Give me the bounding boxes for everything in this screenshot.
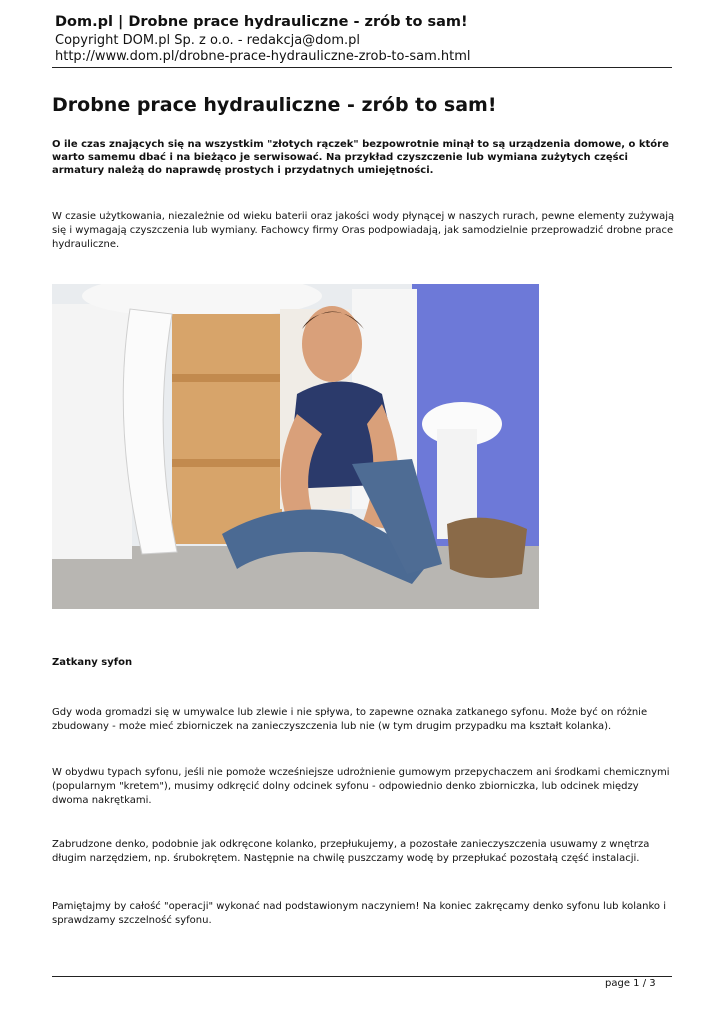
page-number: page 1 / 3 bbox=[605, 978, 656, 989]
article-intro: W czasie użytkowania, niezależnie od wieku baterii oraz jakości wody płynącej w naszych rurach, pewne elementy zużywają się i wymagają czyszczenia lub wymiany. Fachowcy firmy Oras podpowiadają, jak samodzielnie przeprowadzić drobne prace hydrauliczne. bbox=[52, 211, 675, 250]
paragraph-3: Zabrudzone denko, podobnie jak odkręcone kolanko, przepłukujemy, a pozostałe zanieczyszczenia usuwamy z wnętrza długim narzędziem, np. śrubokrętem. Następnie na chwilę puszczamy wodę by przepłukać pozostałą część instalacji. bbox=[52, 839, 650, 864]
header-copyright: Copyright DOM.pl Sp. z o.o. - redakcja@dom.pl bbox=[55, 33, 361, 48]
article-lead: O ile czas znających się na wszystkim "złotych rączek" bezpowrotnie minął to są urządzenia domowe, o które warto samemu dbać i na bieżąco je serwisować. Na przykład czyszczenie lub wymiana zużytych części armatury należą do naprawdę prostych i przydatnych umiejętności. bbox=[52, 139, 669, 176]
article-photo bbox=[52, 284, 539, 609]
header-url[interactable]: http://www.dom.pl/drobne-prace-hydrauliczne-zrob-to-sam.html bbox=[55, 49, 471, 64]
header-title: Dom.pl | Drobne prace hydrauliczne - zrób to sam! bbox=[55, 14, 468, 30]
paragraph-2: W obydwu typach syfonu, jeśli nie pomoże wcześniejsze udrożnienie gumowym przepychaczem ani środkami chemicznymi (popularnym "kretem"), musimy odkręcić dolny odcinek syfonu - odpowiednio denko zbiorniczka, lub odcinek między dwoma nakrętkami. bbox=[52, 767, 670, 806]
footer-divider bbox=[52, 976, 672, 977]
article-title: Drobne prace hydrauliczne - zrób to sam! bbox=[52, 94, 497, 116]
paragraph-4: Pamiętajmy by całość "operacji" wykonać nad podstawionym naczyniem! Na koniec zakręcamy denko syfonu lub kolanko i sprawdzamy szczelność syfonu. bbox=[52, 901, 667, 926]
paragraph-1: Gdy woda gromadzi się w umywalce lub zlewie i nie spływa, to zapewne oznaka zatkanego syfonu. Może być on różnie zbudowany - może mieć zbiorniczek na zanieczyszczenia lub nie (w tym drugim przypadku ma kształt kolanka). bbox=[52, 707, 648, 732]
header-divider bbox=[52, 67, 672, 68]
section-heading: Zatkany syfon bbox=[52, 657, 133, 668]
